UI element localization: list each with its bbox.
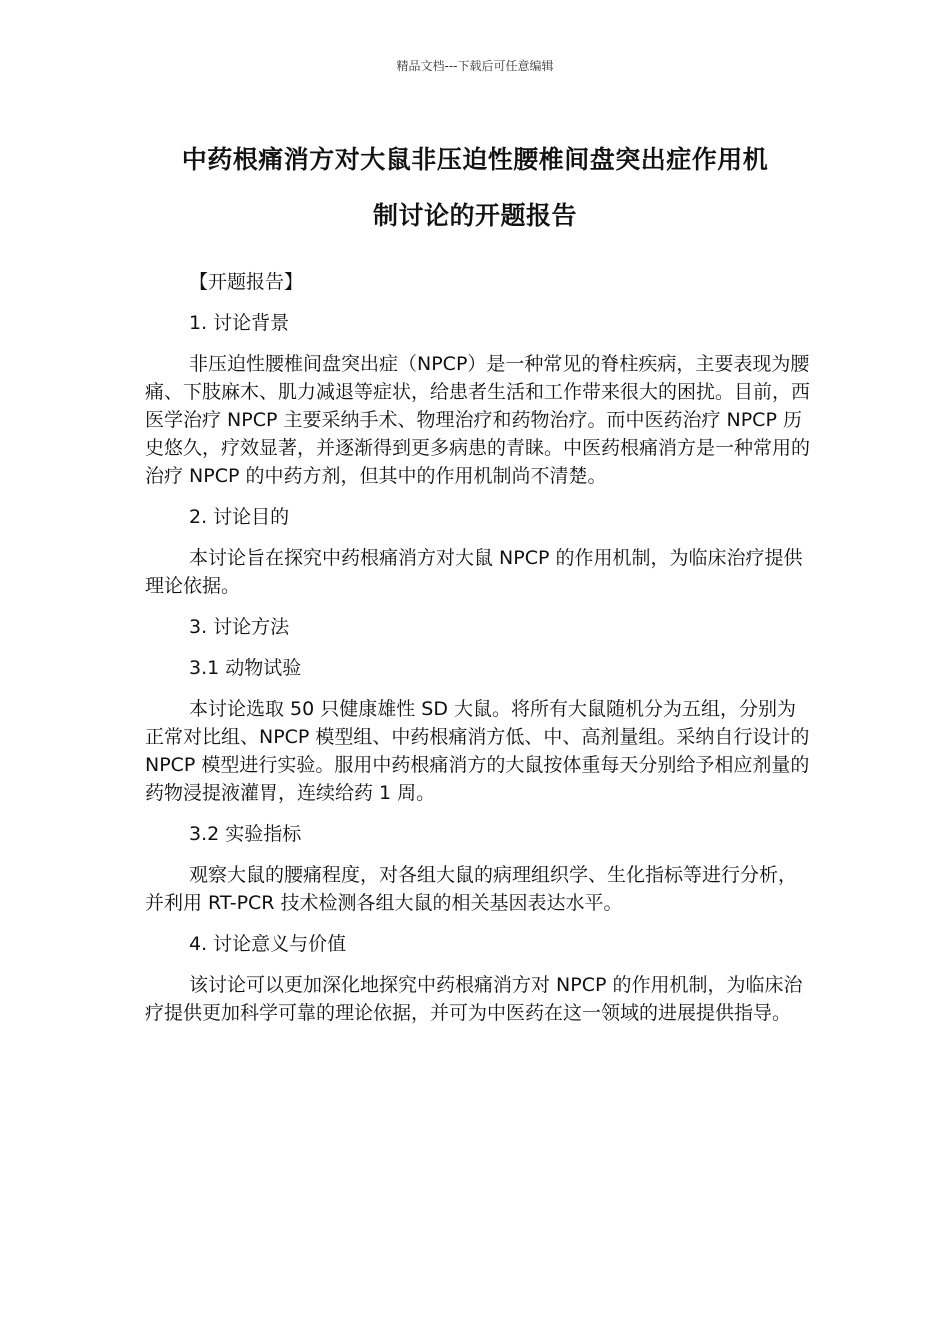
paragraph-background: 非压迫性腰椎间盘突出症（NPCP）是一种常见的脊柱疾病，主要表现为腰痛、下肢麻木、肌力减退等症状，给患者生活和工作带来很大的困扰。目前，西医学治疗 NPCP 主要采纳手术、物理治疗和药物治疗。而中医药治疗 NPCP 历史悠久，疗效显著，并逐渐得到更多病患的青睐。中医药根痛消方是一种常用的治疗 NPCP 的中药方剂，但其中的作用机制尚不清楚。 [145,353,811,487]
paragraph-indicators: 观察大鼠的腰痛程度，对各组大鼠的病理组织学、生化指标等进行分析，并利用 RT-PCR 技术检测各组大鼠的相关基因表达水平。 [145,864,798,914]
document-body [145,268,810,1040]
section-heading-background: 1. 讨论背景 [189,312,290,334]
paragraph-animal-test: 本讨论选取 50 只健康雄性 SD 大鼠。将所有大鼠随机分为五组，分别为正常对比组、NPCP 模型组、中药根痛消方低、中、高剂量组。采纳自行设计的 NPCP 模型进行实验。服用中药根痛消方的大鼠按体重每天分别给予相应剂量的药物浸提液灌胃，连续给药 1 周。 [145,698,810,804]
section-heading-purpose: 2. 讨论目的 [189,506,290,528]
paragraph-purpose: 本讨论旨在探究中药根痛消方对大鼠 NPCP 的作用机制，为临床治疗提供理论依据。 [145,547,803,597]
report-label: 【开题报告】 [189,271,304,293]
paragraph-significance: 该讨论可以更加深化地探究中药根痛消方对 NPCP 的作用机制，为临床治疗提供更加科学可靠的理论依据，并可为中医药在这一领域的进展提供指导。 [145,974,803,1024]
subsection-heading-indicators: 3.2 实验指标 [189,823,302,845]
section-heading-methods: 3. 讨论方法 [189,616,290,638]
title-line-1: 中药根痛消方对大鼠非压迫性腰椎间盘突出症作用机 [181,145,769,174]
title-line-2: 制讨论的开题报告 [372,201,577,230]
document-title [140,132,810,244]
subsection-heading-animal-test: 3.1 动物试验 [189,657,302,679]
section-heading-significance: 4. 讨论意义与价值 [189,933,347,955]
page-header: 精品文档---下载后可任意编辑 [396,59,554,73]
